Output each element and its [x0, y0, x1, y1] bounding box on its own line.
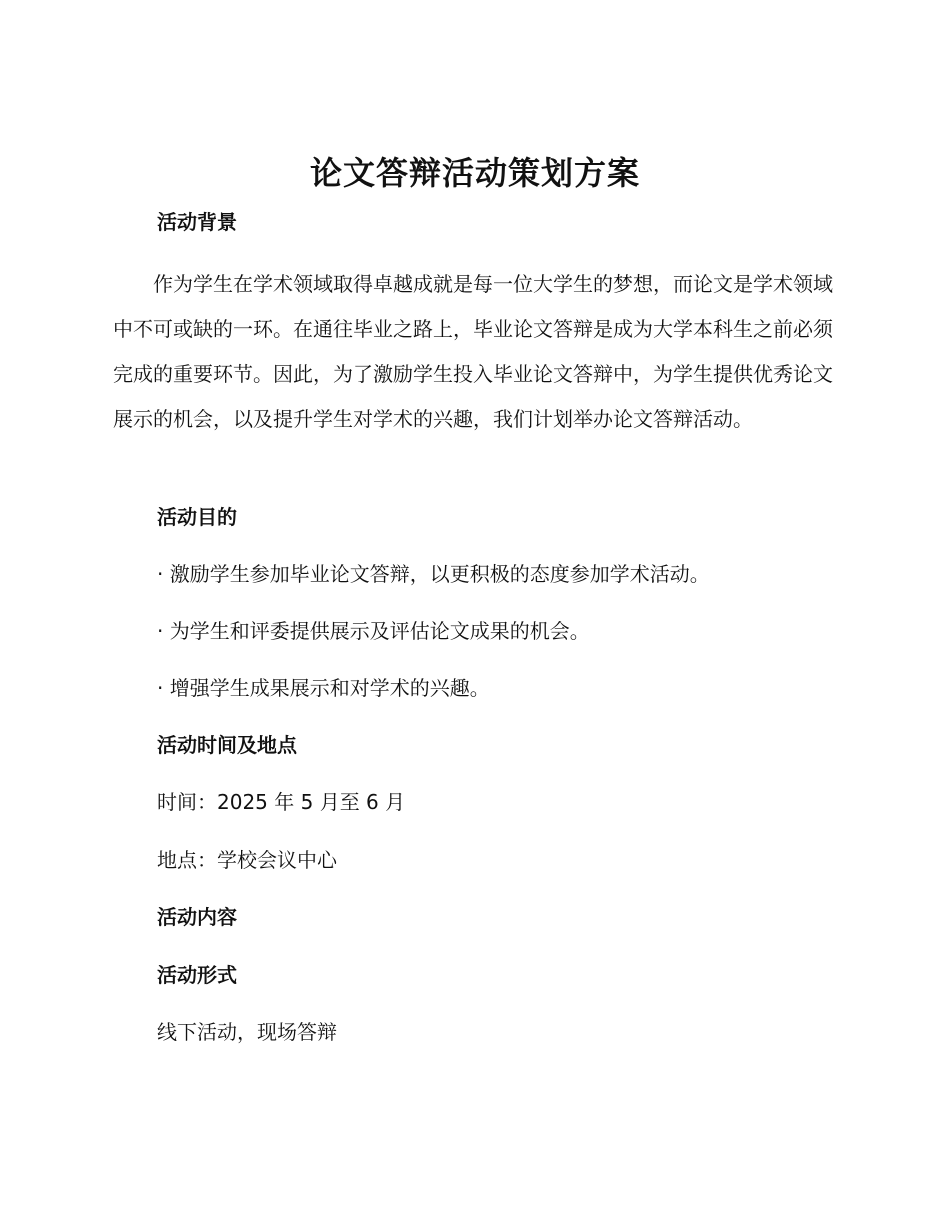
purpose-list-item: · 为学生和评委提供展示及评估论文成果的机会。: [157, 619, 590, 643]
section-heading-content: 活动内容: [157, 905, 237, 929]
document-title: 论文答辩活动策划方案: [309, 154, 640, 192]
event-time: 时间：2025 年 5 月至 6 月: [157, 790, 406, 814]
section-heading-background: 活动背景: [157, 210, 237, 234]
section-heading-purpose: 活动目的: [157, 505, 237, 529]
background-paragraph: 作为学生在学术领域取得卓越成就是每一位大学生的梦想，而论文是学术领域中不可或缺的一环。在通往毕业之路上，毕业论文答辩是成为大学本科生之前必须完成的重要环节。因此，为了激励学生投入毕业论文答辩中，为学生提供优秀论文展示的机会，以及提升学生对学术的兴趣，我们计划举办论文答辩活动。: [113, 272, 833, 431]
section-heading-time-place: 活动时间及地点: [157, 733, 297, 757]
event-format-text: 线下活动，现场答辩: [157, 1020, 337, 1044]
purpose-list-item: · 增强学生成果展示和对学术的兴趣。: [157, 676, 490, 700]
purpose-list-item: · 激励学生参加毕业论文答辩，以更积极的态度参加学术活动。: [157, 562, 710, 586]
event-place: 地点：学校会议中心: [157, 848, 337, 872]
section-heading-format: 活动形式: [157, 963, 237, 987]
